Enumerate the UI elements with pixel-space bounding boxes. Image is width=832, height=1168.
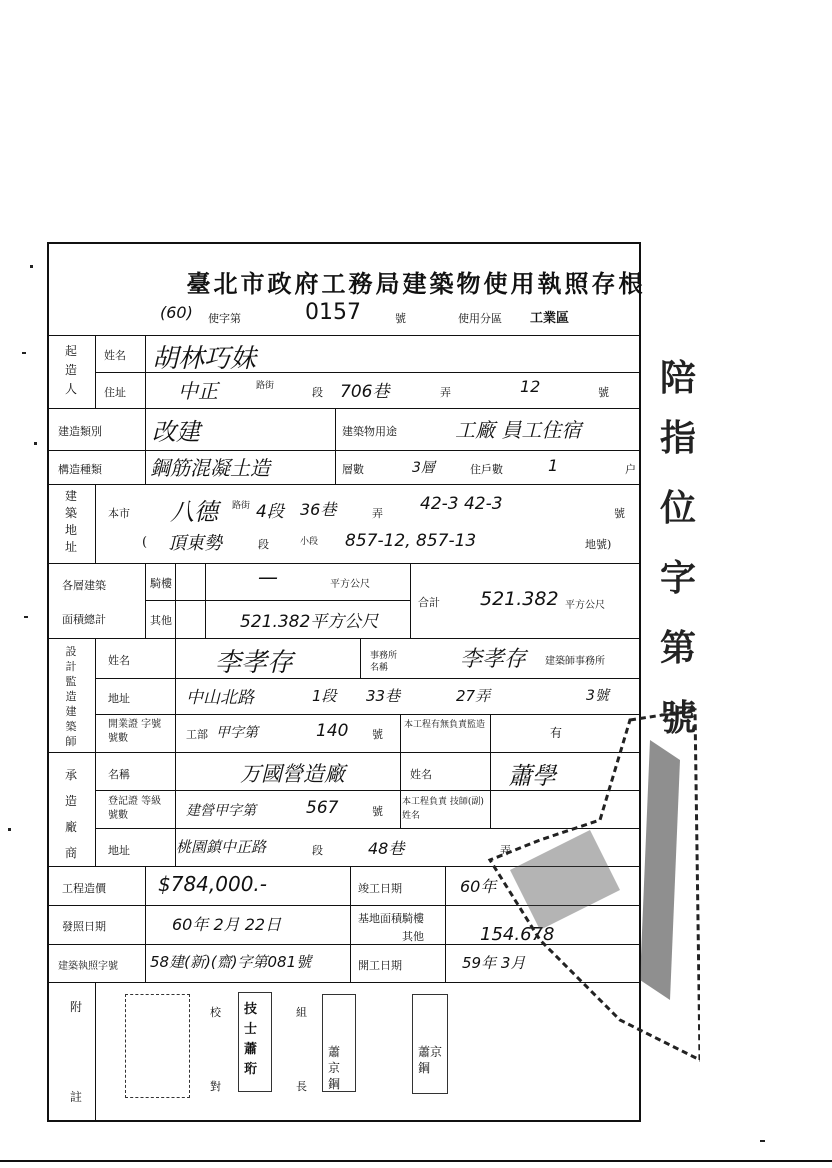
contractor-addr-label: 地址	[108, 844, 130, 857]
rule	[145, 335, 146, 408]
lot-close: 地號)	[585, 538, 612, 551]
speck	[8, 828, 11, 831]
designer-addr-label: 地址	[108, 692, 130, 705]
chief-seal-2-text: 蕭京鋼	[418, 1045, 443, 1075]
site-city: 本市	[108, 507, 130, 520]
arcade-unit: 平方公尺	[330, 579, 370, 590]
contractor-person-label: 姓名	[410, 768, 432, 781]
owner-name-label: 姓名	[104, 349, 126, 362]
designer-lane: 33巷	[366, 687, 401, 705]
designer-alley: 27弄	[456, 687, 491, 705]
designer-name-label: 姓名	[108, 654, 130, 667]
cert-unit: 號	[372, 728, 383, 741]
side-char-6: 號	[660, 697, 697, 739]
supervision-value: 有	[550, 726, 563, 740]
area-label-1: 各層建築	[62, 579, 106, 592]
completion-label: 竣工日期	[358, 882, 402, 895]
owner-lane: 706巷	[340, 382, 390, 402]
designer-group-label: 設計監造建築師	[65, 645, 77, 748]
diagonal-stamp-smudge	[480, 700, 700, 1080]
rule	[95, 335, 96, 408]
contractor-lane: 48巷	[368, 839, 405, 858]
rule	[145, 563, 146, 638]
remarks-label-2: 註	[70, 1090, 83, 1104]
cert-label: 開業證 字號號數	[108, 719, 162, 744]
build-type: 改建	[152, 418, 200, 446]
site-section: 4段	[256, 502, 284, 522]
floors-value: 3層	[412, 460, 435, 476]
reg-number: 567	[306, 798, 339, 818]
build-type-label: 建造類別	[58, 425, 102, 438]
contractor-section-unit: 段	[312, 844, 323, 857]
seal-label-zu: 組	[296, 1006, 307, 1019]
engineer-label: 本工程負責 技師(副)姓名	[402, 797, 484, 821]
owner-number-unit: 號	[598, 386, 609, 399]
rule	[95, 982, 96, 1122]
site-arcade-label: 騎樓	[402, 912, 424, 925]
site-area-label: 基地面積	[358, 912, 402, 925]
zone-label: 使用分區	[458, 312, 502, 325]
contractor-name-label: 名稱	[108, 768, 130, 781]
site-number: 42-3 42-3	[420, 494, 503, 514]
lot-numbers: 857-12, 857-13	[345, 531, 477, 551]
license-number: 0157	[305, 300, 361, 325]
rule	[47, 484, 641, 485]
total-unit: 平方公尺	[565, 600, 605, 611]
build-use-label: 建築物用途	[342, 425, 397, 438]
office-name: 李孝存	[460, 647, 527, 672]
contractor-addr: 桃園鎮中正路	[176, 838, 267, 856]
other-value: 521.382平方公尺	[240, 612, 379, 632]
contractor-group-label: 承造廠商	[64, 768, 77, 860]
total-value: 521.382	[480, 588, 559, 610]
side-char-5: 第	[660, 627, 697, 669]
site-other-label: 其他	[402, 930, 424, 943]
floors-label: 層數	[342, 463, 364, 476]
issue-value: 60年 2月 22日	[172, 915, 282, 934]
owner-road: 中正	[178, 379, 218, 403]
cert-number: 140	[316, 721, 349, 741]
site-road: 八德	[170, 498, 218, 526]
lot-area: 頂東勢	[168, 533, 222, 554]
site-lane: 36巷	[300, 500, 337, 519]
side-char-3: 位	[660, 487, 697, 529]
area-label-2: 面積總計	[62, 613, 106, 626]
lot-open: (	[142, 535, 148, 550]
rule	[145, 408, 146, 484]
rule	[95, 484, 96, 563]
structure-value: 鋼筋混凝土造	[150, 456, 270, 480]
contractor-alley-unit: 弄	[500, 844, 511, 857]
scan-bottom-edge	[0, 1160, 832, 1162]
cost-label: 工程造價	[62, 882, 106, 895]
rule	[47, 563, 641, 564]
seal-label-jiao: 校	[210, 1006, 221, 1019]
rule	[400, 714, 401, 752]
rule	[47, 335, 641, 336]
contractor-name: 万國營造廠	[240, 762, 345, 786]
side-char-2: 指	[660, 417, 697, 459]
document-title: 臺北市政府工務局建築物使用執照存根	[186, 269, 646, 298]
reg-label: 登記證 等級號數	[108, 796, 162, 821]
reg-grade: 建營甲字第	[186, 803, 256, 819]
rule	[47, 408, 641, 409]
arcade-dash: —	[258, 565, 278, 589]
owner-name: 胡林巧妹	[152, 344, 257, 374]
speck	[24, 616, 28, 618]
license-year: (60)	[160, 303, 193, 322]
arcade-label: 騎樓	[150, 577, 172, 590]
owner-number: 12	[520, 377, 541, 396]
rule	[205, 563, 206, 638]
lot-section-unit: 段	[258, 538, 269, 551]
rule	[47, 450, 641, 451]
other-label: 其他	[150, 614, 172, 627]
rule	[47, 638, 641, 639]
remarks-label-1: 附	[70, 1000, 83, 1014]
site-alley-unit: 弄	[372, 507, 383, 520]
rule	[400, 790, 401, 828]
permit-value: 58建(新)(齋)字第081號	[150, 953, 312, 971]
side-char-1: 陪	[660, 357, 697, 399]
chief-seal-1-text: 蕭京鋼	[328, 1045, 341, 1091]
rule	[410, 563, 411, 638]
rule	[400, 752, 401, 790]
households-label: 住戶數	[470, 463, 503, 476]
license-suffix: 號	[395, 312, 406, 325]
cert-dept: 工部	[186, 728, 208, 741]
supervision-label: 本工程有無負責監造	[404, 720, 486, 730]
rule	[175, 563, 176, 638]
rule	[350, 866, 351, 982]
technician-seal-text: 技士 蕭珩	[244, 1002, 258, 1077]
issue-label: 發照日期	[62, 920, 106, 933]
designer-name: 李孝存	[215, 648, 294, 678]
rule	[360, 638, 361, 678]
permit-label: 建築執照字號	[58, 961, 118, 972]
households-unit: 户	[625, 463, 636, 476]
zone-value: 工業區	[530, 311, 570, 326]
speck	[34, 442, 37, 445]
rule	[445, 866, 446, 982]
total-label: 合計	[418, 596, 440, 609]
seal-label-dui: 對	[210, 1080, 221, 1093]
site-road-unit: 路街	[232, 501, 251, 511]
build-use: 工廠 員工住宿	[455, 418, 582, 442]
speck	[760, 1140, 765, 1142]
lot-sub-unit: 小段	[300, 537, 319, 547]
site-group-label: 建築地址	[64, 489, 77, 554]
reg-unit: 號	[372, 805, 383, 818]
cost-value: $784,000.-	[158, 872, 268, 896]
license-prefix: 使字第	[208, 312, 241, 325]
speck	[22, 352, 26, 354]
designer-section: 1段	[312, 687, 337, 705]
site-number-unit: 號	[614, 507, 625, 520]
office-suffix: 建築師事務所	[545, 656, 605, 667]
contractor-person: 蕭學	[508, 762, 556, 790]
office-label: 事務所名稱	[370, 651, 398, 673]
completion-value: 60年	[460, 877, 497, 896]
designer-addr: 中山北路	[186, 688, 254, 708]
rule	[95, 638, 96, 866]
rule	[95, 678, 641, 679]
households-value: 1	[548, 456, 559, 475]
owner-section-unit: 段	[312, 386, 323, 399]
rule	[145, 600, 410, 601]
site-area-value: 154.678	[480, 924, 555, 945]
seal-label-zhang: 長	[296, 1080, 307, 1093]
side-char-4: 字	[660, 557, 697, 599]
owner-group-label: 起造人	[64, 344, 77, 396]
seal-box-1	[125, 994, 190, 1098]
designer-number: 3號	[586, 688, 609, 704]
begin-value: 59年 3月	[462, 954, 526, 972]
rule	[145, 866, 146, 982]
begin-label: 開工日期	[358, 959, 402, 972]
rule	[175, 638, 176, 866]
structure-label: 構造種類	[58, 463, 102, 476]
owner-road-unit: 路街	[256, 381, 275, 391]
owner-addr-label: 住址	[104, 386, 126, 399]
speck	[30, 265, 33, 268]
rule	[335, 408, 336, 484]
cert-grade: 甲字第	[216, 725, 258, 741]
owner-alley-unit: 弄	[440, 386, 451, 399]
